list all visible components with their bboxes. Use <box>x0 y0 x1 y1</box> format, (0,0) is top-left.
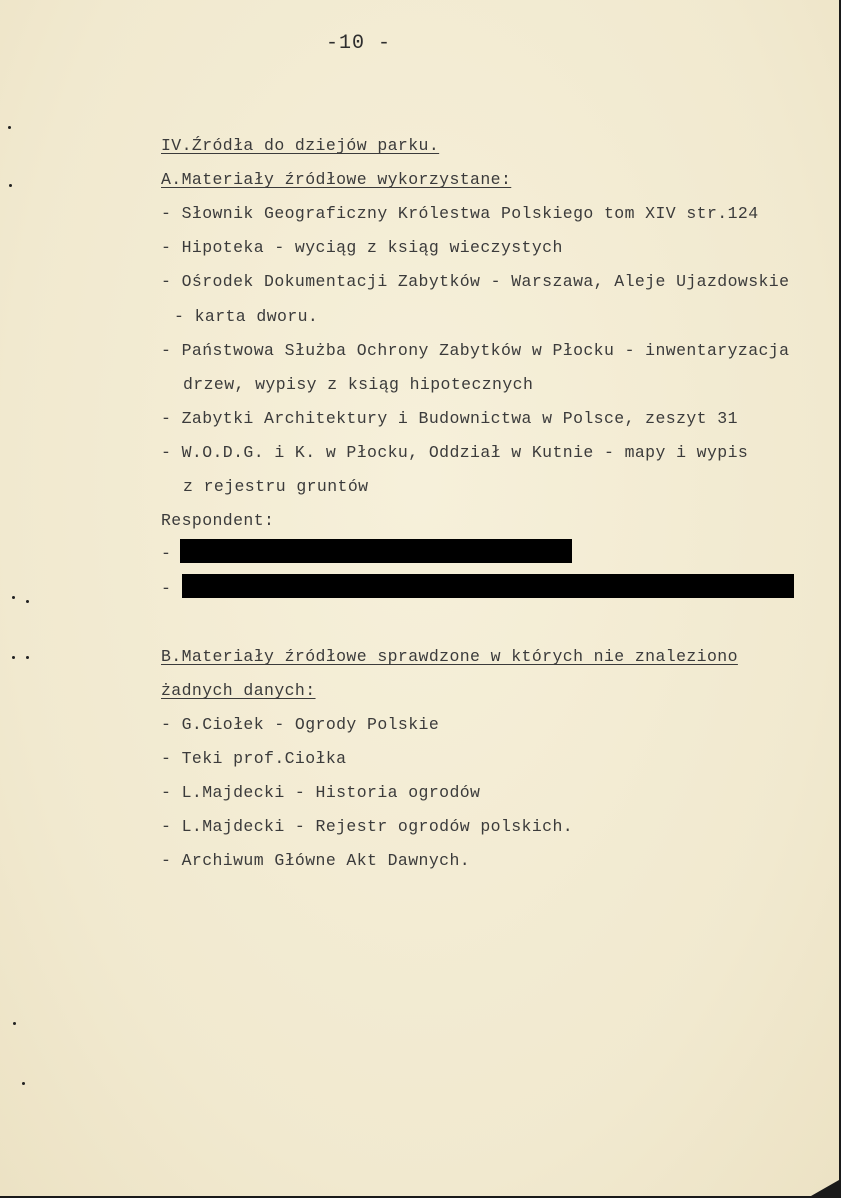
scan-speck <box>12 596 15 599</box>
scan-speck <box>22 1082 25 1085</box>
scan-speck <box>26 656 29 659</box>
section-title: IV.Źródła do dziejów parku. <box>161 136 440 155</box>
scan-speck <box>13 1022 16 1025</box>
redaction-bar <box>182 574 794 598</box>
part-b-item: - L.Majdecki - Rejestr ogrodów polskich. <box>161 817 574 836</box>
part-b-heading-continuation: żadnych danych: <box>161 681 316 700</box>
respondent-dash: - <box>161 579 171 598</box>
respondent-dash: - <box>161 544 171 563</box>
scan-speck <box>8 126 11 129</box>
part-b-heading: B.Materiały źródłowe sprawdzone w których nie znaleziono <box>161 647 738 666</box>
part-a-item: - Państwowa Służba Ochrony Zabytków w Płocku - inwentaryzacja <box>161 341 790 360</box>
part-a-item: - Słownik Geograficzny Królestwa Polskiego tom XIV str.124 <box>161 204 759 223</box>
part-a-item-continuation: - karta dworu. <box>174 307 319 326</box>
part-a-item: - W.O.D.G. i K. w Płocku, Oddział w Kutnie - mapy i wypis <box>161 443 749 462</box>
part-a-item-continuation: drzew, wypisy z ksiąg hipotecznych <box>183 375 534 394</box>
scan-speck <box>12 656 15 659</box>
page-number: -10 - <box>326 32 392 55</box>
part-b-item: - Archiwum Główne Akt Dawnych. <box>161 851 471 870</box>
part-b-item: - Teki prof.Ciołka <box>161 749 347 768</box>
respondent-label: Respondent: <box>161 511 275 530</box>
part-a-item: - Hipoteka - wyciąg z ksiąg wieczystych <box>161 238 563 257</box>
redaction-bar <box>180 539 572 563</box>
part-b-item: - G.Ciołek - Ogrody Polskie <box>161 715 440 734</box>
part-b-item: - L.Majdecki - Historia ogrodów <box>161 783 481 802</box>
part-a-item: - Ośrodek Dokumentacji Zabytków - Warszawa, Aleje Ujazdowskie <box>161 272 790 291</box>
part-a-heading: A.Materiały źródłowe wykorzystane: <box>161 170 512 189</box>
scan-speck <box>26 600 29 603</box>
scan-speck <box>9 184 12 187</box>
part-a-item-continuation: z rejestru gruntów <box>183 477 369 496</box>
folded-corner <box>811 1180 839 1196</box>
part-a-item: - Zabytki Architektury i Budownictwa w Polsce, zeszyt 31 <box>161 409 738 428</box>
